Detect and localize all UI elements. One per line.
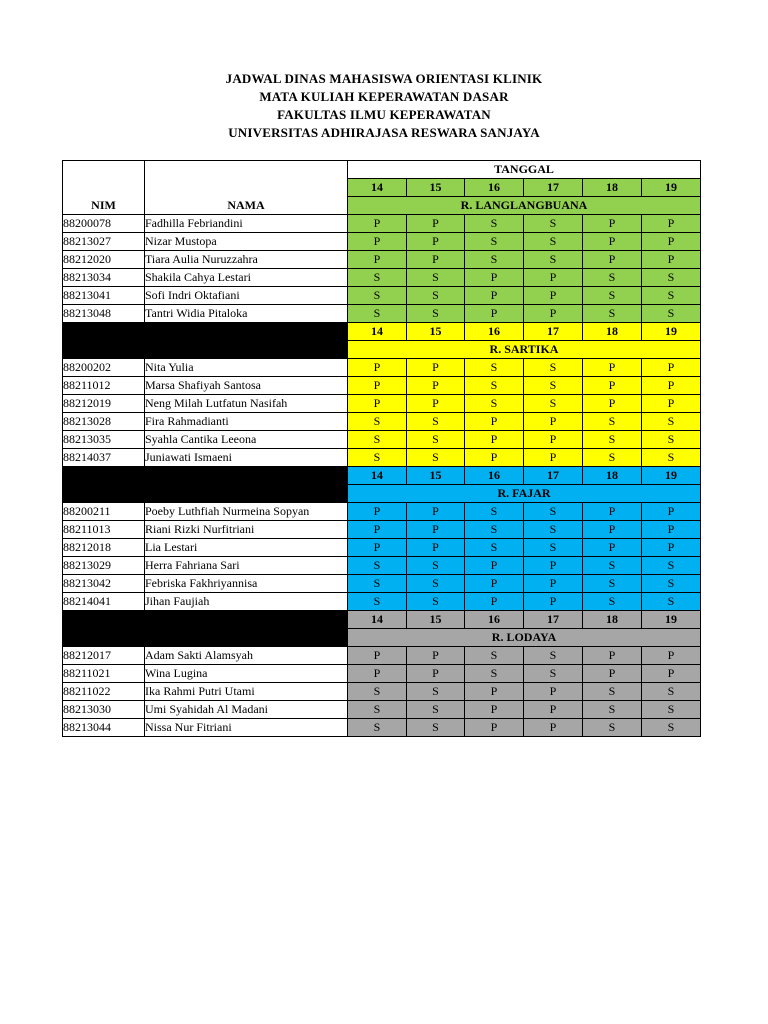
shift-cell: P [465,557,524,575]
shift-cell: S [407,719,465,737]
nama-cell: Sofi Indri Oktafiani [145,287,348,305]
shift-cell: S [583,269,642,287]
shift-cell: P [348,395,407,413]
shift-cell: P [642,377,701,395]
shift-cell: S [583,449,642,467]
nim-cell: 88213030 [63,701,145,719]
shift-cell: P [465,683,524,701]
shift-cell: P [524,593,583,611]
shift-cell: S [348,287,407,305]
table-row [63,593,701,611]
shift-cell: S [642,575,701,593]
date-cell: 19 [642,611,701,629]
shift-cell: P [348,539,407,557]
shift-cell: P [407,647,465,665]
shift-cell: S [465,395,524,413]
date-cell: 14 [348,179,407,197]
shift-cell: S [348,701,407,719]
shift-cell: S [348,593,407,611]
shift-cell: S [642,683,701,701]
shift-cell: S [642,701,701,719]
nama-column-header: NAMA [145,161,348,215]
shift-cell: P [524,449,583,467]
nim-cell: 88213044 [63,719,145,737]
shift-cell: P [348,359,407,377]
tanggal-header-row [63,161,701,179]
shift-cell: P [583,215,642,233]
shift-cell: S [524,647,583,665]
date-cell: 17 [524,611,583,629]
shift-cell: P [524,557,583,575]
title-line-4: UNIVERSITAS ADHIRAJASA RESWARA SANJAYA [228,125,540,140]
nim-cell: 88212020 [63,251,145,269]
table-row [63,449,701,467]
shift-cell: P [348,251,407,269]
shift-cell: P [642,233,701,251]
shift-cell: P [348,215,407,233]
date-header-row [63,611,701,629]
date-cell: 19 [642,179,701,197]
shift-cell: P [465,287,524,305]
nama-cell: Nita Yulia [145,359,348,377]
table-row [63,521,701,539]
shift-cell: S [642,449,701,467]
date-cell: 16 [465,323,524,341]
nim-cell: 88213029 [63,557,145,575]
nim-cell: 88212019 [63,395,145,413]
shift-cell: P [642,665,701,683]
nim-cell: 88213035 [63,431,145,449]
title-line-2: MATA KULIAH KEPERAWATAN DASAR [259,89,509,104]
shift-cell: P [583,251,642,269]
shift-cell: P [642,647,701,665]
shift-cell: P [348,377,407,395]
shift-cell: P [348,665,407,683]
shift-cell: S [465,539,524,557]
nim-cell: 88213028 [63,413,145,431]
shift-cell: S [465,647,524,665]
shift-cell: S [465,215,524,233]
nama-cell: Jihan Faujiah [145,593,348,611]
nama-cell: Umi Syahidah Al Madani [145,701,348,719]
table-row [63,287,701,305]
nama-cell: Wina Lugina [145,665,348,683]
shift-cell: P [524,287,583,305]
nama-cell: Febriska Fakhriyannisa [145,575,348,593]
date-cell: 17 [524,323,583,341]
tanggal-header: TANGGAL [348,161,701,179]
shift-cell: P [407,215,465,233]
date-cell: 19 [642,323,701,341]
shift-cell: S [583,413,642,431]
shift-cell: P [348,647,407,665]
room-name: R. LANGLANGBUANA [348,197,701,215]
shift-cell: P [465,449,524,467]
shift-cell: S [348,683,407,701]
date-header-row [63,467,701,485]
nim-cell: 88211013 [63,521,145,539]
shift-cell: P [407,233,465,251]
shift-cell: S [407,557,465,575]
shift-cell: P [465,575,524,593]
shift-cell: S [642,269,701,287]
table-row [63,215,701,233]
shift-cell: P [465,305,524,323]
shift-cell: S [407,449,465,467]
nama-cell: Ika Rahmi Putri Utami [145,683,348,701]
nama-cell: Riani Rizki Nurfitriani [145,521,348,539]
shift-cell: P [407,359,465,377]
table-row [63,233,701,251]
table-row [63,377,701,395]
shift-cell: S [583,575,642,593]
shift-cell: P [407,503,465,521]
shift-cell: P [407,539,465,557]
shift-cell: P [524,413,583,431]
date-cell: 15 [407,179,465,197]
document-title-block [0,70,768,142]
nim-cell: 88211022 [63,683,145,701]
shift-cell: P [407,395,465,413]
shift-cell: S [348,557,407,575]
date-cell: 15 [407,467,465,485]
date-cell: 18 [583,611,642,629]
nim-cell: 88213042 [63,575,145,593]
shift-cell: P [583,503,642,521]
group-separator-block [63,323,348,359]
shift-cell: P [524,683,583,701]
table-row [63,539,701,557]
nama-cell: Tantri Widia Pitaloka [145,305,348,323]
shift-cell: P [583,647,642,665]
table-row [63,683,701,701]
shift-cell: P [583,377,642,395]
shift-cell: P [583,233,642,251]
nim-cell: 88200211 [63,503,145,521]
date-cell: 14 [348,611,407,629]
table-row [63,359,701,377]
shift-cell: S [642,305,701,323]
table-row [63,395,701,413]
shift-cell: P [465,719,524,737]
shift-cell: S [407,431,465,449]
date-cell: 16 [465,611,524,629]
date-header-row [63,323,701,341]
nama-cell: Shakila Cahya Lestari [145,269,348,287]
date-cell: 18 [583,467,642,485]
shift-cell: S [465,665,524,683]
shift-cell: S [583,431,642,449]
date-cell: 17 [524,179,583,197]
shift-cell: S [465,233,524,251]
room-name: R. LODAYA [348,629,701,647]
table-row [63,503,701,521]
shift-cell: P [407,377,465,395]
nim-cell: 88211021 [63,665,145,683]
table-row [63,719,701,737]
shift-cell: S [348,269,407,287]
table-row [63,701,701,719]
shift-cell: P [348,521,407,539]
shift-cell: S [524,395,583,413]
shift-cell: S [465,377,524,395]
shift-cell: S [583,701,642,719]
date-cell: 19 [642,467,701,485]
shift-cell: P [524,575,583,593]
shift-cell: P [407,251,465,269]
shift-cell: P [348,233,407,251]
shift-cell: S [524,539,583,557]
shift-cell: S [524,251,583,269]
nama-cell: Lia Lestari [145,539,348,557]
table-row [63,575,701,593]
shift-cell: S [348,719,407,737]
shift-cell: P [524,701,583,719]
table-row [63,431,701,449]
shift-cell: S [465,359,524,377]
shift-cell: S [348,413,407,431]
shift-cell: S [583,593,642,611]
shift-cell: S [407,269,465,287]
nama-cell: Nissa Nur Fitriani [145,719,348,737]
shift-cell: S [524,665,583,683]
shift-cell: S [407,413,465,431]
shift-cell: S [583,305,642,323]
nama-cell: Poeby Luthfiah Nurmeina Sopyan [145,503,348,521]
nama-cell: Juniawati Ismaeni [145,449,348,467]
nama-cell: Neng Milah Lutfatun Nasifah [145,395,348,413]
nim-column-header: NIM [63,161,145,215]
nama-cell: Nizar Mustopa [145,233,348,251]
shift-cell: S [642,413,701,431]
shift-cell: P [348,503,407,521]
shift-cell: S [407,287,465,305]
shift-cell: S [407,593,465,611]
nim-cell: 88213048 [63,305,145,323]
date-cell: 14 [348,323,407,341]
shift-cell: S [583,557,642,575]
nim-cell: 88214041 [63,593,145,611]
shift-cell: S [524,359,583,377]
shift-cell: P [642,215,701,233]
nama-cell: Adam Sakti Alamsyah [145,647,348,665]
shift-cell: S [348,575,407,593]
date-cell: 16 [465,179,524,197]
nim-cell: 88213027 [63,233,145,251]
shift-cell: S [407,683,465,701]
shift-cell: S [465,521,524,539]
shift-cell: S [524,233,583,251]
nim-cell: 88213034 [63,269,145,287]
nim-cell: 88200078 [63,215,145,233]
table-row [63,269,701,287]
shift-cell: S [642,431,701,449]
shift-cell: P [642,395,701,413]
shift-cell: P [583,665,642,683]
shift-cell: P [465,593,524,611]
shift-cell: S [348,449,407,467]
table-row [63,251,701,269]
shift-cell: P [524,305,583,323]
nim-cell: 88211012 [63,377,145,395]
shift-cell: S [642,557,701,575]
room-name: R. FAJAR [348,485,701,503]
nama-cell: Fadhilla Febriandini [145,215,348,233]
nim-cell: 88213041 [63,287,145,305]
table-row [63,647,701,665]
shift-cell: P [407,665,465,683]
shift-cell: S [642,719,701,737]
nama-cell: Syahla Cantika Leeona [145,431,348,449]
shift-cell: P [524,431,583,449]
shift-cell: S [407,701,465,719]
shift-cell: S [642,287,701,305]
shift-cell: P [642,521,701,539]
shift-cell: S [465,251,524,269]
shift-cell: P [583,521,642,539]
group-separator-block [63,467,348,503]
shift-cell: S [583,287,642,305]
table-row [63,305,701,323]
date-cell: 15 [407,611,465,629]
date-cell: 18 [583,179,642,197]
shift-cell: S [642,593,701,611]
shift-cell: P [583,539,642,557]
date-cell: 15 [407,323,465,341]
shift-cell: S [407,305,465,323]
shift-cell: P [465,701,524,719]
shift-cell: P [465,431,524,449]
nama-cell: Herra Fahriana Sari [145,557,348,575]
group-separator-block [63,611,348,647]
nim-cell: 88214037 [63,449,145,467]
room-name: R. SARTIKA [348,341,701,359]
shift-cell: S [348,305,407,323]
shift-cell: S [583,683,642,701]
shift-cell: P [583,359,642,377]
shift-cell: P [524,269,583,287]
shift-cell: S [524,215,583,233]
schedule-table [62,160,701,737]
shift-cell: P [642,503,701,521]
date-cell: 14 [348,467,407,485]
nim-cell: 88212017 [63,647,145,665]
nama-cell: Tiara Aulia Nuruzzahra [145,251,348,269]
title-line-3: FAKULTAS ILMU KEPERAWATAN [277,107,491,122]
nim-cell: 88212018 [63,539,145,557]
title-line-1: JADWAL DINAS MAHASISWA ORIENTASI KLINIK [225,71,543,86]
date-cell: 18 [583,323,642,341]
nim-cell: 88200202 [63,359,145,377]
shift-cell: S [524,503,583,521]
shift-cell: S [524,377,583,395]
nama-cell: Marsa Shafiyah Santosa [145,377,348,395]
shift-cell: S [348,431,407,449]
shift-cell: P [583,395,642,413]
shift-cell: P [465,413,524,431]
date-cell: 17 [524,467,583,485]
table-row [63,557,701,575]
shift-cell: P [642,359,701,377]
shift-cell: P [642,539,701,557]
shift-cell: P [407,521,465,539]
shift-cell: S [524,521,583,539]
shift-cell: S [407,575,465,593]
shift-cell: S [465,503,524,521]
date-cell: 16 [465,467,524,485]
table-row [63,413,701,431]
shift-cell: P [642,251,701,269]
shift-cell: S [583,719,642,737]
table-row [63,665,701,683]
shift-cell: P [524,719,583,737]
nama-cell: Fira Rahmadianti [145,413,348,431]
shift-cell: P [465,269,524,287]
